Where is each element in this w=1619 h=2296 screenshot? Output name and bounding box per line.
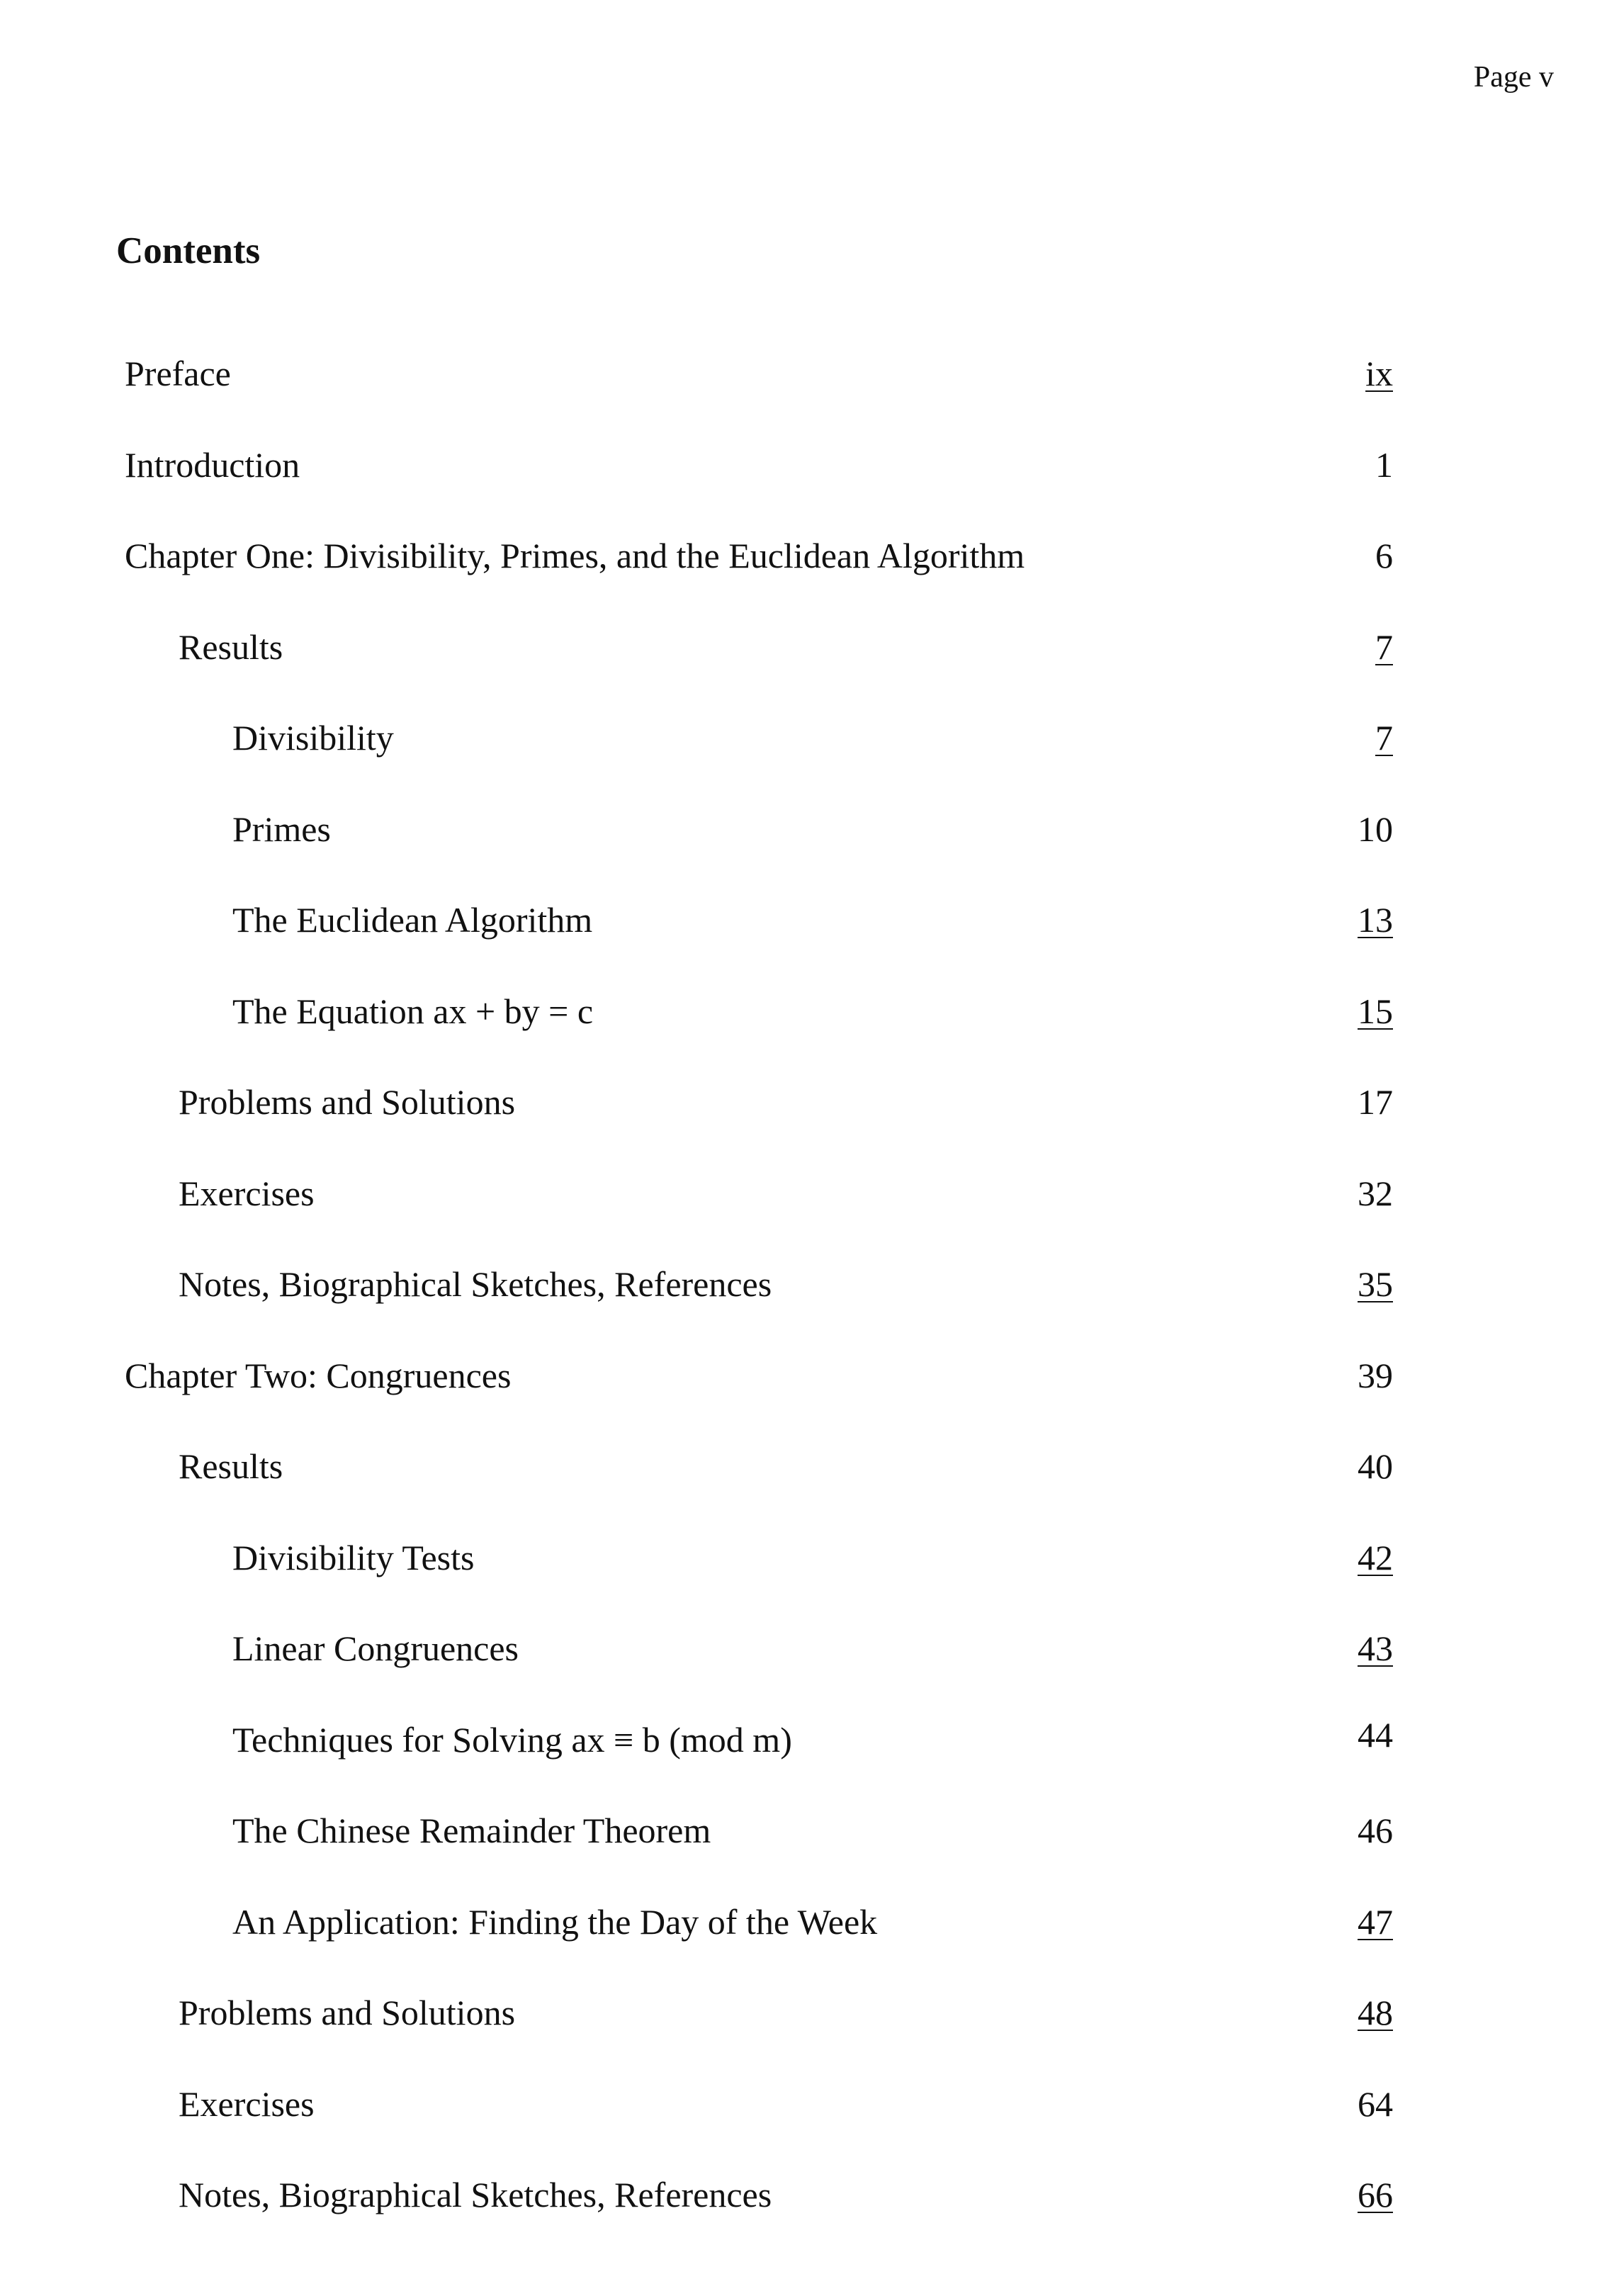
- toc-entry-divisibility: [125, 719, 1393, 810]
- toc-page-link[interactable]: 35: [1358, 1264, 1393, 1304]
- toc-entry-title: The Euclidean Algorithm: [232, 900, 593, 940]
- toc-page-number: 40: [1358, 1446, 1393, 1486]
- toc-page-number: 46: [1358, 1811, 1393, 1850]
- toc-entry-title: Problems and Solutions: [179, 1993, 516, 2032]
- toc-page-number: 1: [1375, 444, 1393, 485]
- toc-entry-title: Primes: [232, 809, 331, 849]
- toc-entry-equation-ax-by-c: [125, 992, 1393, 1084]
- toc-page-link[interactable]: 13: [1358, 900, 1393, 940]
- toc-page-number: 17: [1358, 1082, 1393, 1122]
- toc-page-number: 64: [1358, 2083, 1393, 2124]
- toc-entry-primes: [125, 810, 1393, 901]
- toc-entry-title: Divisibility: [232, 718, 394, 758]
- toc-entry-chapter-two-results: [125, 1447, 1393, 1538]
- toc-entry-title: Exercises: [179, 1173, 315, 1213]
- toc-entry-title: An Application: Finding the Day of the Week: [232, 1901, 878, 1942]
- toc-page-number: 10: [1358, 809, 1393, 849]
- toc-entry-chapter-two: [125, 1356, 1393, 1448]
- toc-entry-chinese-remainder-theorem: [125, 1811, 1393, 1903]
- toc-page-link[interactable]: 43: [1358, 1628, 1393, 1668]
- toc-entry-euclidean-algorithm: [125, 901, 1393, 992]
- toc-page-number: 32: [1358, 1173, 1393, 1213]
- toc-page-link[interactable]: 66: [1358, 2175, 1393, 2215]
- toc-page-link[interactable]: 48: [1358, 1993, 1393, 2032]
- toc-page-link[interactable]: 7: [1375, 626, 1393, 667]
- toc-entry-day-of-week-application: [125, 1903, 1393, 1994]
- toc-entry-title: Results: [179, 1446, 283, 1486]
- toc-page-link[interactable]: 15: [1358, 991, 1393, 1031]
- toc-entry-title: Preface: [125, 354, 231, 393]
- toc-entry-title: Introduction: [125, 444, 300, 485]
- toc-entry-divisibility-tests: [125, 1538, 1393, 1630]
- toc-entry-preface: [125, 354, 1393, 446]
- toc-entry-chapter-one: [125, 536, 1393, 628]
- toc-entry-title: The Chinese Remainder Theorem: [232, 1811, 711, 1850]
- toc-page-number: 6: [1375, 536, 1393, 575]
- toc-entry-chapter-one-problems: [125, 1083, 1393, 1174]
- toc-entry-title: Results: [179, 626, 283, 667]
- toc-entry-chapter-one-notes: [125, 1265, 1393, 1356]
- toc-entry-title: Notes, Biographical Sketches, References: [179, 1264, 772, 1304]
- toc-entry-title: Techniques for Solving ax ≡ b (mod m): [232, 1719, 792, 1760]
- toc-entry-chapter-one-results: [125, 628, 1393, 719]
- toc-entry-linear-congruences: [125, 1629, 1393, 1721]
- toc-entry-title: Problems and Solutions: [179, 1082, 516, 1122]
- toc-entry-title: The Equation ax + by = c: [232, 991, 594, 1031]
- toc-page-link[interactable]: 42: [1358, 1537, 1393, 1577]
- toc-page-link[interactable]: ix: [1365, 354, 1393, 393]
- toc-entry-title: Chapter Two: Congruences: [125, 1355, 512, 1395]
- toc-entry-title: Divisibility Tests: [232, 1537, 475, 1577]
- toc-entry-chapter-two-problems: [125, 1993, 1393, 2085]
- toc-entry-solving-ax-congruent-b: [125, 1714, 1393, 1812]
- toc-entry-introduction: [125, 446, 1393, 537]
- toc-page-link[interactable]: 7: [1375, 718, 1393, 758]
- page-number: Page v: [1473, 61, 1554, 94]
- toc-entry-title: Notes, Biographical Sketches, References: [179, 2175, 772, 2215]
- toc-page-link[interactable]: 47: [1358, 1901, 1393, 1942]
- toc-entry-chapter-two-notes: [125, 2176, 1393, 2267]
- toc-entry-chapter-two-exercises: [125, 2085, 1393, 2176]
- toc-entry-title: Chapter One: Divisibility, Primes, and the Euclidean Algorithm: [125, 536, 1025, 575]
- table-of-contents: [125, 354, 1393, 2267]
- toc-entry-title: Exercises: [179, 2083, 315, 2124]
- toc-page-number: 39: [1358, 1355, 1393, 1395]
- toc-entry-chapter-one-exercises: [125, 1174, 1393, 1266]
- contents-title: Contents: [116, 230, 261, 271]
- toc-page-number: 44: [1358, 1714, 1393, 1755]
- toc-entry-title: Linear Congruences: [232, 1628, 519, 1668]
